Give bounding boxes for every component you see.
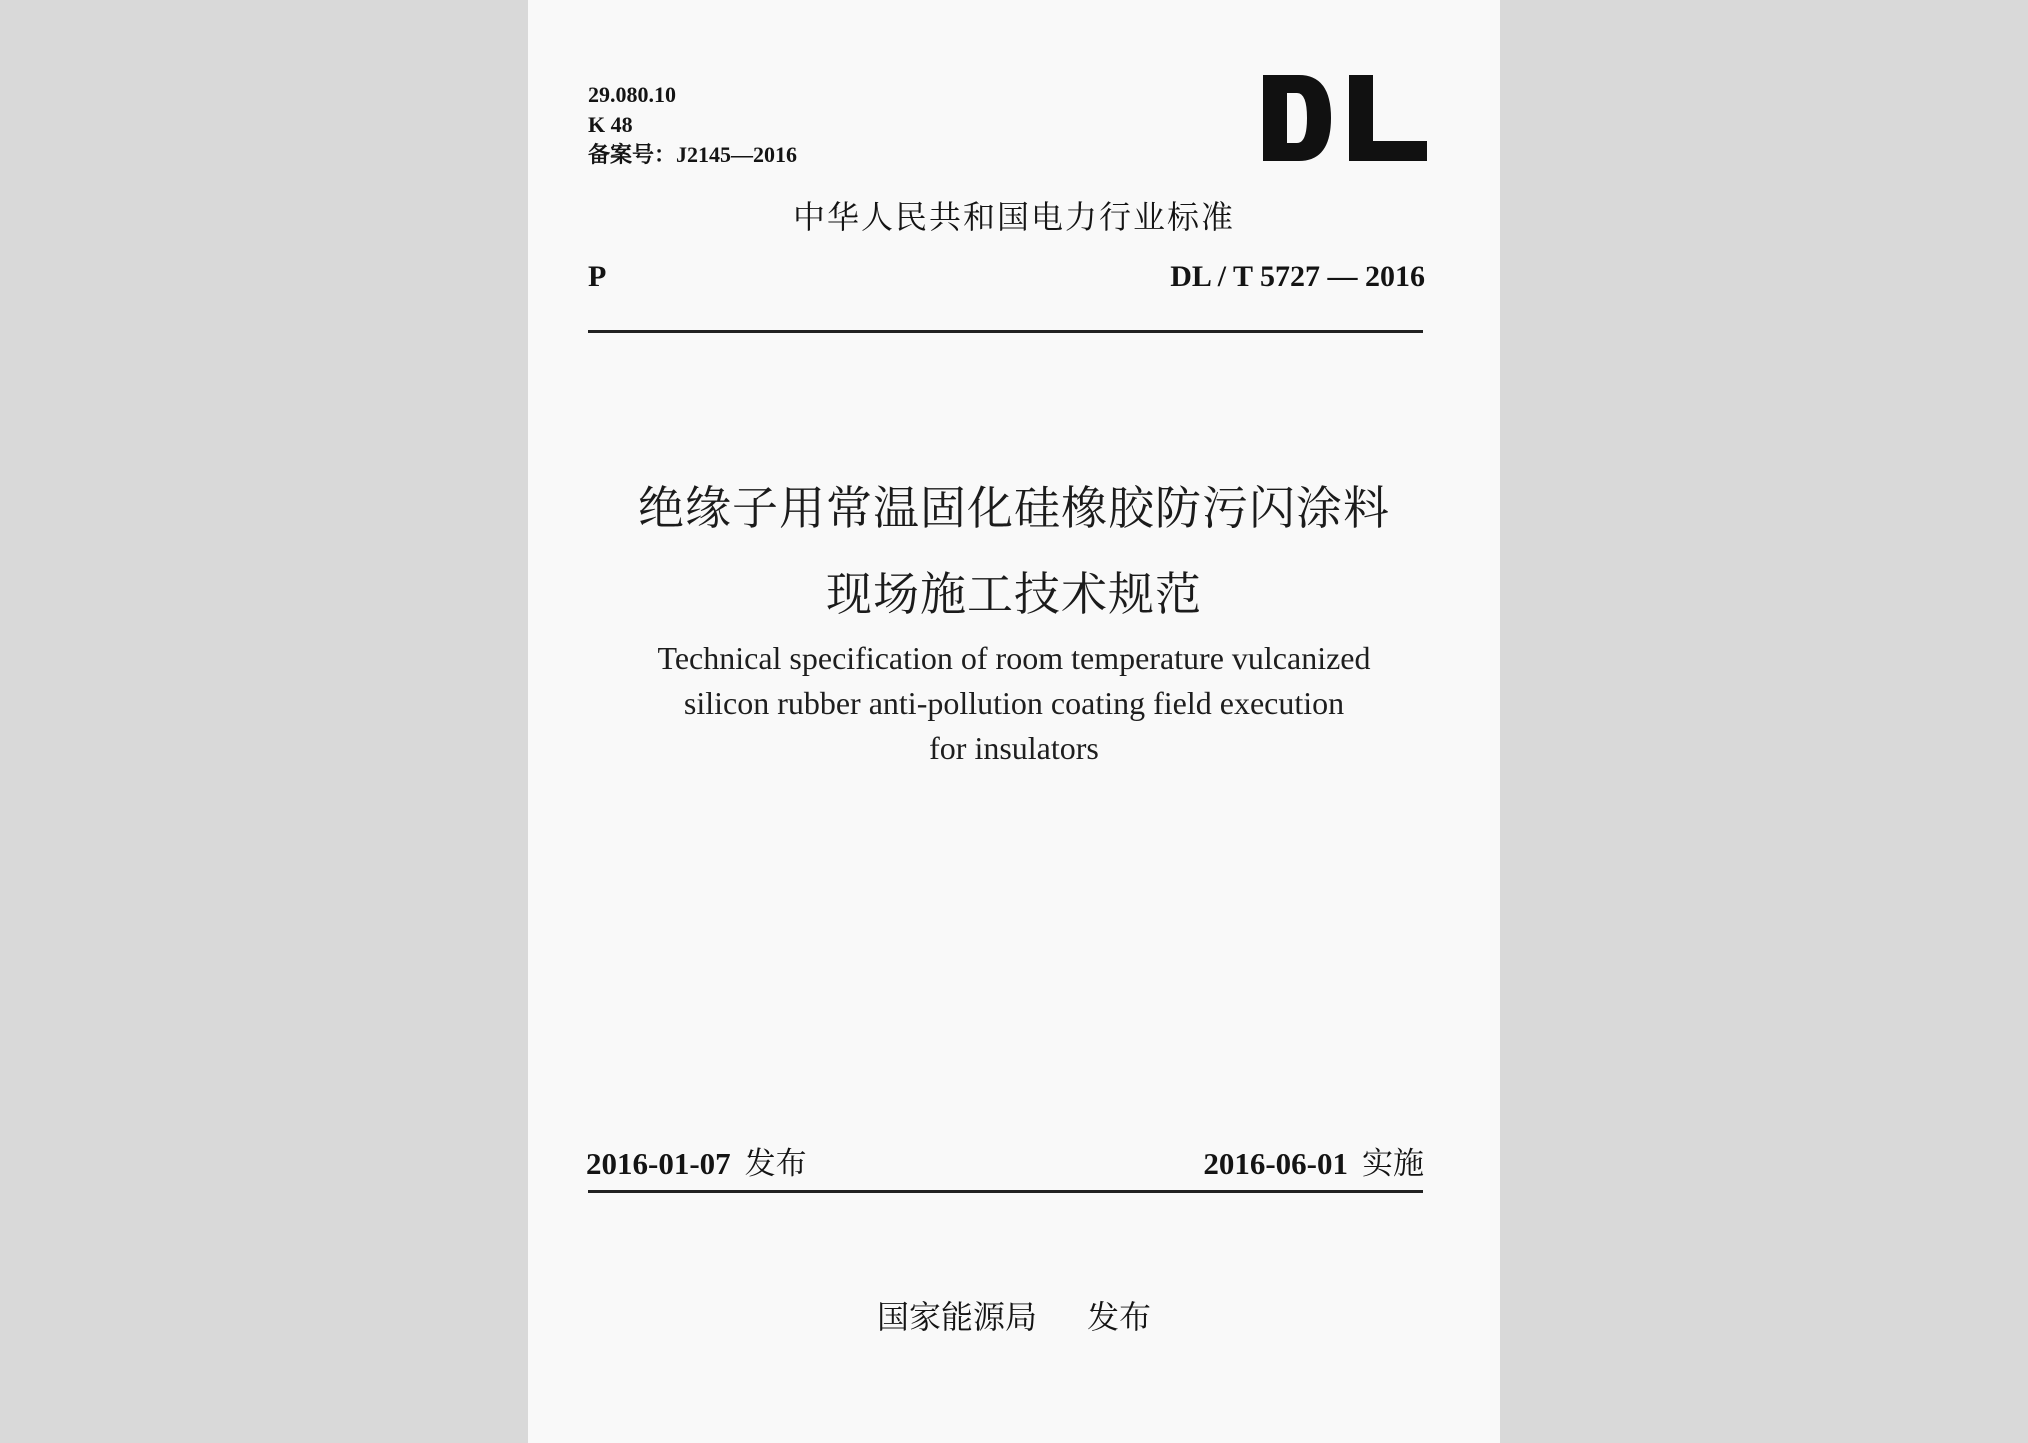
bottom-divider	[588, 1190, 1423, 1193]
publisher-line	[528, 1292, 1500, 1338]
title-en-line3: for insulators	[929, 730, 1099, 766]
issue-date: 2016-01-07	[586, 1146, 731, 1181]
publisher-name: 国家能源局	[876, 1298, 1037, 1336]
effective-date-block	[1203, 1138, 1424, 1183]
top-divider	[588, 330, 1423, 333]
title-cn-line1: 绝缘子用常温固化硅橡胶防污闪涂料	[638, 481, 1390, 535]
document-cover	[528, 0, 1500, 1443]
title-en-line1: Technical specification of room temperature vulcanized	[657, 640, 1371, 676]
issue-label: 发布	[744, 1146, 807, 1182]
publisher-label: 发布	[1087, 1298, 1152, 1336]
title-en	[528, 636, 1500, 771]
issuing-organization: 中华人民共和国电力行业标准	[792, 198, 1235, 236]
dl-logo	[1263, 75, 1427, 161]
issue-date-block	[586, 1138, 807, 1183]
ccs-code: K 48	[588, 112, 633, 137]
ics-code: 29.080.10	[588, 82, 676, 107]
effective-date: 2016-06-01	[1203, 1146, 1348, 1181]
classification-letter: P	[588, 260, 607, 293]
standard-number: DL / T 5727 — 2016	[1170, 260, 1425, 293]
filing-number: 备案号：J2145—2016	[588, 142, 798, 167]
effective-label: 实施	[1362, 1146, 1424, 1182]
header-meta	[588, 80, 797, 170]
title-cn-line2: 现场施工技术规范	[826, 567, 1202, 621]
title-en-line2: silicon rubber anti-pollution coating field execution	[683, 685, 1345, 721]
